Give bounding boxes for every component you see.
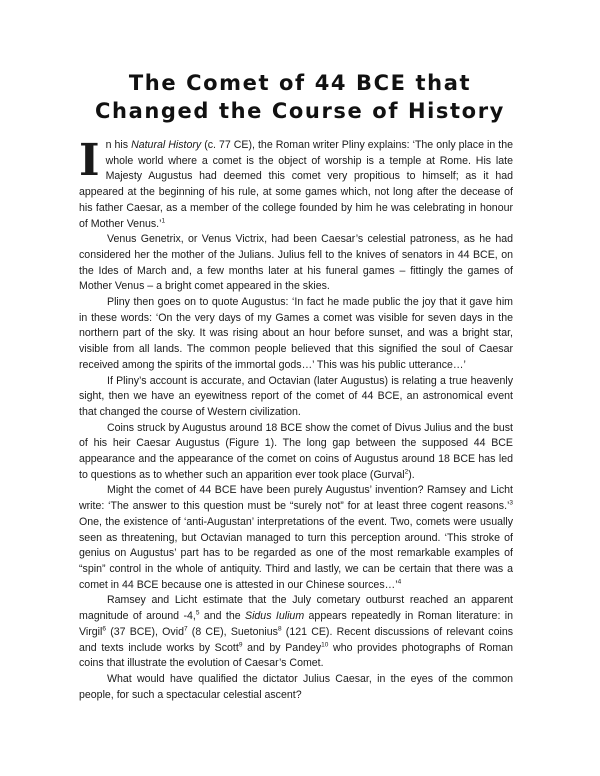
paragraph [79, 483, 513, 593]
paragraph [79, 232, 513, 295]
paragraph [79, 295, 513, 374]
article-body [79, 135, 514, 703]
drop-cap: I [79, 135, 100, 186]
italic-title: Natural History [131, 139, 202, 151]
footnote-ref: 10 [321, 640, 329, 648]
paragraph [79, 421, 513, 484]
paragraph [79, 374, 513, 421]
text-run: Coins struck by Augustus around 18 BCE show the comet of Divus Julius and the bust of his heir Caesar Augustus (Figure 1). The long gap between the supposed 44 BCE appearance and the appearance of the comet on coins of Augustus around 18 BCE has led to questions as to whether such an apparition ever took place (Gurval [79, 421, 513, 481]
italic-title: Sidus Iulium [245, 610, 305, 623]
paragraph [79, 672, 513, 703]
text-run: and by Pandey [242, 641, 322, 654]
text-run: (121 CE). Recent discussions of relevant coins and texts include works by Scott [79, 625, 514, 654]
text-run: Pliny then goes on to quote Augustus: ‘In fact he made public the joy that it gave him in these words: ‘On the very days of my Games a comet was visible for seven days in the northern part of the sky. It was rising about an hour before sunset, and was a bright star, visible from all lands. The common people believed that this signified the soul of Caesar received among the spirits of the immortal gods…’ This was his public utterance…’ [79, 296, 513, 371]
text-run: Ramsey and Licht estimate that the July cometary outburst reached an apparent magnitude of around -4, [79, 594, 513, 623]
text-run: (c. 77 CE), the Roman writer Pliny explains: ‘The only place in the whole world where a comet is the object of worship is a temple at Rome. His late Majesty Augustus had deemed this comet very propitious to himself; as it had appeared at the beginning of his rule, at some games which, not long after the decease of his father Caesar, as a member of the college founded by him he was celebrating in honour of Mother Venus.’ [79, 139, 513, 230]
footnote-ref: 6 [102, 625, 106, 633]
footnote-ref: 1 [161, 216, 166, 224]
text-run: What would have qualified the dictator Julius Caesar, in the eyes of the common people, for such a spectacular celestial ascent? [79, 672, 513, 701]
footnote-ref: 3 [509, 499, 513, 507]
text-run: appears repeatedly in Roman literature: in Virgil [79, 610, 514, 638]
text-run: Venus Genetrix, or Venus Victrix, had been Caesar’s celestial patroness, as he had considered her the mother of the Julians. Julius fell to the knives of senators in 44 BCE, on the Ides of March and, a few months later at his funeral games – fittingly the games of Mother Venus – a bright comet appeared in the skies. [79, 233, 513, 293]
footnote-ref: 2 [404, 468, 409, 476]
text-run: (37 BCE), Ovid [105, 625, 184, 638]
article-title: The Comet of 44 BCE that Changed the Course of History [95, 71, 505, 123]
footnote-ref: 8 [277, 625, 282, 633]
text-run: Might the comet of 44 BCE have been purely Augustus’ invention? Ramsey and Licht write: ‘The answer to this question must be “surely not” for at least three cogent reasons.’ [79, 484, 513, 513]
footnote-ref: 4 [397, 578, 402, 586]
text-run: If Pliny’s account is accurate, and Octavian (later Augustus) is relating a true heavenly sight, then we have an eyewitness report of the comet of 44 BCE, an astronomical event that changed the course of Western civilization. [79, 374, 513, 418]
text-run: who provides photographs of Roman coins that illustrate the evolution of Caesar’s Comet. [79, 641, 513, 670]
text-run: and the [199, 610, 245, 623]
text-run: ). [408, 468, 415, 481]
footnote-ref: 5 [195, 609, 200, 617]
text-run: One, the existence of ‘anti-Augustan’ interpretations of the event. Two, comets were usually seen as threatening, but Octavian managed to turn this perception around. ‘This stroke of genius on Augustus’ part has to be regarded as one of the most remarkable examples of “spin” control in the whole of antiquity. Third and lastly, we can be certain that there was a comet in 44 BCE because one is attested in our Chinese sources…’ [79, 515, 513, 591]
paragraph [79, 593, 513, 672]
footnote-ref: 9 [238, 640, 243, 648]
text-run: n his [105, 139, 132, 151]
footnote-ref: 7 [183, 625, 188, 633]
text-run: (8 CE), Suetonius [187, 625, 278, 638]
paragraph [79, 135, 513, 232]
